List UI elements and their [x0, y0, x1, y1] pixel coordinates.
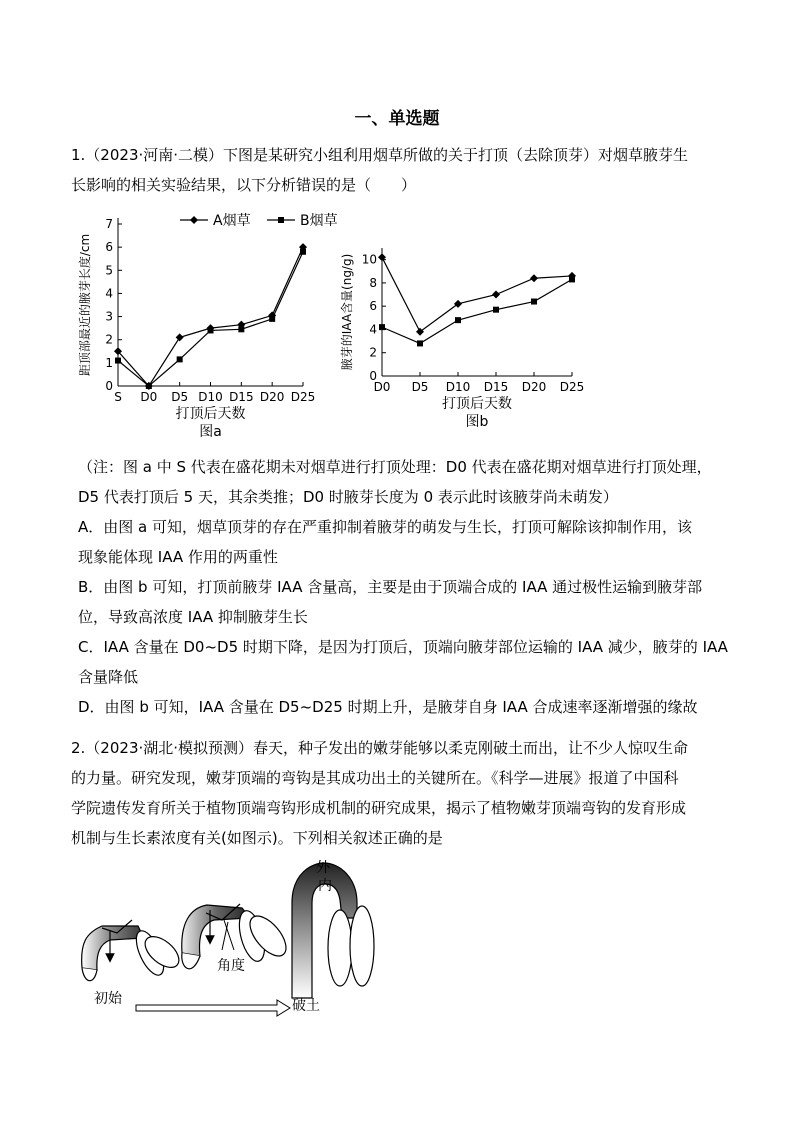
q1-option-b-line2[interactable]: 位，导致高浓度 IAA 抑制腋芽生长: [78, 608, 308, 626]
x-tick-label: D15: [229, 390, 254, 404]
q2-line4: 机制与生长素浓度有关(如图示)。下列相关叙述正确的是: [71, 829, 443, 847]
y-tick-label: 1: [105, 355, 113, 370]
x-tick-label: D10: [445, 380, 471, 394]
q2-line1: 2.（2023·湖北·模拟预测）春天，种子发出的嫩芽能够以柔克刚破土而出，让不少人惊叹生命: [71, 739, 689, 757]
chart-a-caption: 图a: [199, 424, 222, 440]
x-tick-label: D25: [559, 380, 585, 394]
q1-option-a-line2[interactable]: 现象能体现 IAA 作用的两重性: [78, 548, 278, 566]
data-point: [379, 324, 385, 330]
legend-marker: [278, 217, 284, 223]
data-point: [569, 276, 575, 282]
section-title: 一、单选题: [354, 109, 440, 129]
chart-b-caption: 图b: [465, 414, 489, 430]
chart-b-ylabel: 腋芽的IAA含量(ng/g): [340, 253, 354, 371]
y-tick-label: 6: [105, 240, 113, 255]
label-inner: 内: [318, 878, 332, 894]
q1-note-line2: D5 代表打顶后 5 天，其余类推；D0 时腋芽长度为 0 表示此时该腋芽尚未萌发）: [78, 488, 618, 506]
label-initial: 初始: [94, 991, 122, 1007]
chart-b-xlabel: 打顶后天数: [442, 396, 512, 412]
y-tick-label: 0: [369, 369, 377, 383]
x-tick-label: D10: [198, 390, 223, 404]
data-point: [146, 383, 152, 389]
y-tick-label: 5: [105, 263, 113, 278]
y-tick-label: 4: [105, 286, 113, 301]
legend-marker: [190, 216, 198, 224]
series-line-b: [118, 252, 303, 386]
data-point: [300, 249, 306, 255]
q1-option-d[interactable]: D．由图 b 可知，IAA 含量在 D5~D25 时期上升，是腋芽自身 IAA 合成速率逐渐增强的缘故: [78, 698, 698, 716]
chart-b: [335, 240, 595, 440]
chart-b-series: [378, 253, 576, 346]
seedling-breakout: [292, 860, 374, 998]
x-tick-label: S: [114, 390, 122, 404]
data-point: [208, 327, 214, 333]
x-tick-label: D0: [140, 390, 158, 404]
seedling-angle: [182, 904, 293, 974]
legend-label: A烟草: [213, 213, 251, 229]
q1-option-c-line2[interactable]: 含量降低: [78, 668, 139, 686]
y-tick-label: 2: [105, 332, 113, 347]
y-tick-label: 4: [369, 322, 377, 337]
q1-note-line1: （注：图 a 中 S 代表在盛花期未对烟草进行打顶处理：D0 代表在盛花期对烟草进行打顶处理，: [78, 458, 712, 476]
data-point: [115, 358, 121, 364]
label-breakout: 破土: [292, 998, 320, 1014]
label-outer: 外: [316, 860, 330, 876]
data-point: [417, 340, 423, 346]
chart-a: [75, 208, 340, 443]
series-line-a: [382, 257, 572, 331]
seedling-hook-figure: [72, 858, 392, 1018]
x-tick-label: D5: [171, 390, 189, 404]
y-tick-label: 8: [369, 275, 377, 290]
y-tick-label: 3: [105, 309, 113, 324]
q1-option-c-line1[interactable]: C．IAA 含量在 D0~D5 时期下降，是因为打顶后，顶端向腋芽部位运输的 IAA 减少，腋芽的 IAA: [78, 638, 728, 656]
y-tick-label: 0: [105, 379, 113, 393]
x-tick-label: D20: [521, 380, 547, 394]
chart-a-ylabel: 距顶部最近的腋芽长度/cm: [78, 233, 92, 377]
x-tick-label: D5: [411, 380, 429, 394]
x-tick-label: D0: [373, 380, 391, 394]
data-point: [492, 291, 500, 299]
data-point: [493, 307, 499, 313]
y-tick-label: 10: [361, 252, 377, 267]
q2-line2: 的力量。研究发现，嫩芽顶端的弯钩是其成功出土的关键所在。《科学—进展》报道了中国科: [71, 769, 679, 787]
chart-b-axes: [362, 248, 585, 394]
legend-label: B烟草: [300, 213, 338, 229]
x-tick-label: D25: [290, 390, 316, 404]
series-line-b: [382, 279, 572, 343]
y-tick-label: 7: [105, 217, 113, 231]
q1-body: [78, 452, 738, 722]
q1-option-a-line1[interactable]: A．由图 a 可知，烟草顶芽的存在严重抑制着腋芽的萌发与生长，打顶可解除该抑制作用，该: [78, 518, 692, 536]
data-point: [176, 333, 184, 341]
q1-stem-line1: 1.（2023·河南·二模）下图是某研究小组利用烟草所做的关于打顶（去除顶芽）对烟草腋芽生: [71, 146, 689, 164]
chart-a-xlabel: 打顶后天数: [175, 406, 246, 422]
data-point: [177, 356, 183, 362]
y-tick-label: 2: [369, 345, 377, 360]
q1-stem: [71, 140, 731, 200]
x-tick-label: D20: [259, 390, 285, 404]
data-point: [238, 326, 244, 332]
q1-stem-line2: 长影响的相关实验结果，以下分析错误的是（ ）: [71, 176, 417, 194]
q2-stem: [71, 733, 731, 853]
series-line-a: [118, 247, 303, 386]
q2-line3: 学院遗传发育所关于植物顶端弯钩形成机制的研究成果，揭示了植物嫩芽顶端弯钩的发育形成: [71, 799, 687, 817]
data-point: [269, 316, 275, 322]
chart-a-series: [114, 243, 307, 390]
progress-arrow: [136, 1000, 290, 1016]
data-point: [455, 317, 461, 323]
seedling-initial: [82, 920, 185, 981]
x-tick-label: D15: [483, 380, 509, 394]
data-point: [531, 299, 537, 305]
label-angle: 角度: [217, 958, 245, 974]
data-point: [530, 274, 538, 282]
y-tick-label: 6: [369, 299, 377, 314]
chart-a-legend: [180, 212, 338, 229]
q1-option-b-line1[interactable]: B．由图 b 可知，打顶前腋芽 IAA 含量高，主要是由于顶端合成的 IAA 通过极性运输到腋芽部: [78, 578, 703, 596]
